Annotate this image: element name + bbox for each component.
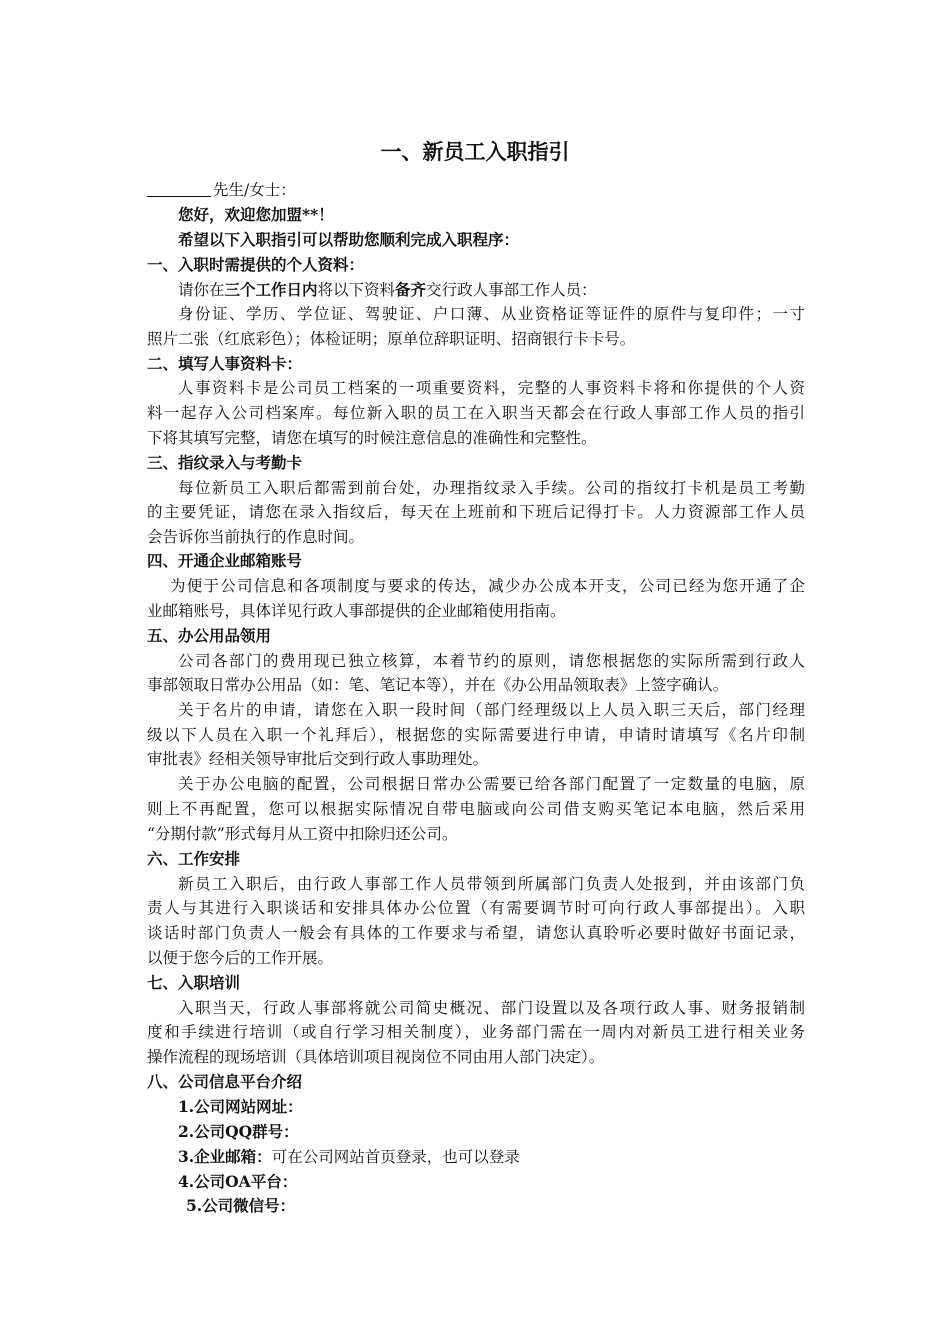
section-4-line-2: 业邮箱账号，具体详见行政人事部提供的企业邮箱使用指南。	[147, 602, 566, 620]
section-3-heading: 三、指纹录入与考勤卡	[147, 453, 303, 472]
platform-email-label: 3.企业邮箱：	[178, 1147, 272, 1166]
platform-item-wechat: 5.公司微信号：	[186, 1196, 296, 1215]
section-1-para-2-line-2: 照片二张（红底彩色）；体检证明；原单位辞职证明、招商银行卡卡号。	[147, 330, 636, 348]
section-7-heading: 七、入职培训	[147, 973, 241, 992]
platform-item-email	[178, 1147, 520, 1167]
section-6-line-4: 以便于您今后的工作开展。	[147, 949, 334, 967]
section-1-para-2-line-1: 身份证、学历、学位证、驾驶证、户口薄、从业资格证等证件的原件与复印件；一寸	[178, 305, 805, 323]
section-2-line-1: 人事资料卡是公司员工档案的一项重要资料，完整的人事资料卡将和你提供的个人资	[178, 379, 805, 397]
page-title: 一、新员工入职指引	[380, 139, 570, 164]
section-1-heading: 一、入职时需提供的个人资料：	[147, 255, 365, 274]
s1-emphasis-complete: 备齐	[395, 280, 427, 299]
section-2-line-2: 料一起存入公司档案库。每位新入职的员工在入职当天都会在行政人事部工作人员的指引	[147, 404, 805, 422]
section-5-para-1-line-1: 公司各部门的费用现已独立核算，本着节约的原则，请您根据您的实际所需到行政人	[178, 652, 805, 670]
platform-email-text: 可在公司网站首页登录，也可以登录	[271, 1148, 520, 1166]
name-blank	[147, 180, 211, 197]
section-2-line-3: 下将其填写完整，请您在填写的时候注意信息的准确性和完整性。	[147, 429, 597, 447]
salutation-line	[147, 180, 296, 200]
section-6-line-3: 谈话时部门负责人一般会有具体的工作要求与希望，请您认真聆听必要时做好书面记录，	[147, 924, 805, 942]
section-3-line-1: 每位新员工入职后都需到前台处，办理指纹录入手续。公司的指纹打卡机是员工考勤	[178, 479, 805, 497]
section-6-line-1: 新员工入职后，由行政人事部工作人员带领到所属部门负责人处报到，并由该部门负	[178, 875, 805, 893]
section-6-heading: 六、工作安排	[147, 849, 241, 868]
section-7-line-2: 度和手续进行培训（或自行学习相关制度），业务部门需在一周内对新员工进行相关业务	[147, 1023, 805, 1041]
s1-text-c: 将以下资料	[317, 281, 396, 299]
welcome-text: 您好，欢迎您加盟**！	[178, 205, 334, 224]
s1-emphasis-deadline: 三个工作日内	[224, 280, 318, 299]
section-5-para-2-line-3: 审批表》经相关领导审批后交到行政人事助理处。	[147, 750, 489, 768]
section-1-para-1	[178, 280, 597, 300]
section-2-heading: 二、填写人事资料卡：	[147, 354, 303, 373]
platform-item-website: 1.公司网站网址：	[178, 1097, 303, 1116]
section-7-line-3: 操作流程的现场培训（具体培训项目视岗位不同由用人部门决定）。	[147, 1048, 605, 1066]
section-3-line-2: 的主要凭证，请您在录入指纹后，每天在上班前和下班后记得打卡。人力资源部工作人员	[147, 503, 805, 521]
section-7-line-1: 入职当天，行政人事部将就公司简史概况、部门设置以及各项行政人事、财务报销制	[178, 999, 805, 1017]
section-8-heading: 八、公司信息平台介绍	[147, 1072, 303, 1091]
section-5-para-3-line-1: 关于办公电脑的配置，公司根据日常办公需要已给各部门配置了一定数量的电脑，原	[178, 775, 805, 793]
section-4-line-1: 为便于公司信息和各项制度与要求的传达，减少办公成本开支，公司已经为您开通了企	[170, 577, 805, 595]
section-5-para-2-line-1: 关于名片的申请，请您在入职一段时间（部门经理级以上人员入职三天后，部门经理	[178, 701, 805, 719]
s1-text-a: 请你在	[178, 281, 225, 299]
section-5-heading: 五、办公用品领用	[147, 626, 272, 645]
s1-text-e: 交行政人事部工作人员：	[426, 281, 597, 299]
platform-item-oa: 4.公司OA平台：	[178, 1172, 298, 1191]
salutation: 先生/女士：	[213, 181, 296, 199]
section-6-line-2: 责人与其进行入职谈话和安排具体办公位置（有需要调节时可向行政人事部提出）。入职	[147, 899, 805, 917]
section-3-line-3: 会告诉你当前执行的作息时间。	[147, 528, 365, 546]
section-5-para-3-line-3: “分期付款”形式每月从工资中扣除归还公司。	[147, 825, 458, 843]
platform-item-qq-group: 2.公司QQ群号：	[178, 1122, 299, 1141]
section-5-para-1-line-2: 事部领取日常办公用品（如：笔、笔记本等），并在《办公用品领取表》上签字确认。	[147, 676, 729, 694]
hope-text: 希望以下入职指引可以帮助您顺利完成入职程序：	[178, 230, 520, 249]
section-4-heading: 四、开通企业邮箱账号	[147, 551, 303, 570]
section-5-para-2-line-2: 级以下人员在入职一个礼拜后），根据您的实际需要进行申请，申请时请填写《名片印制	[147, 726, 805, 744]
section-5-para-3-line-2: 则上不再配置，您可以根据实际情况自带电脑或向公司借支购买笔记本电脑，然后采用	[147, 800, 805, 818]
